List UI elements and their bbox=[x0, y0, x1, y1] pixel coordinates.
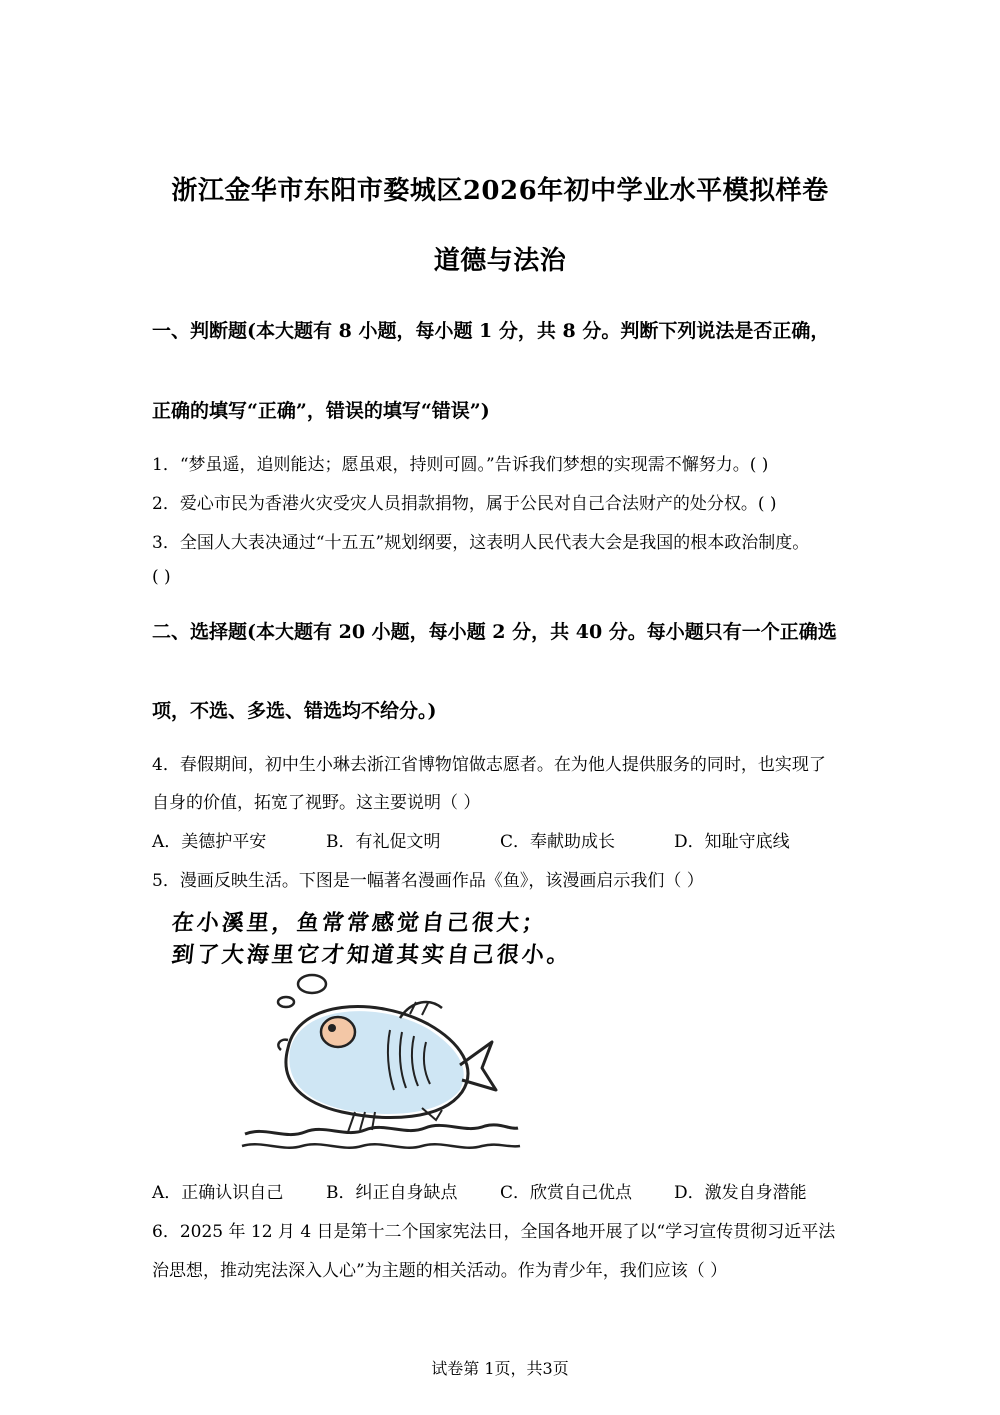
comic-caption-line-1: 在小溪里，鱼常常感觉自己很大； bbox=[170, 911, 549, 936]
page-title: 浙江金华市东阳市婺城区2026年初中学业水平模拟样卷 bbox=[171, 176, 829, 206]
section-1-heading-line-2: 正确的填写“正确”，错误的填写“错误”) bbox=[152, 400, 490, 422]
option-b: B．有礼促文明 bbox=[326, 832, 441, 852]
option-c: C．欣赏自己优点 bbox=[500, 1183, 633, 1203]
option-d: D．知耻守底线 bbox=[674, 832, 790, 852]
fish-drawing bbox=[160, 900, 580, 1160]
question-3-line-2: ( ) bbox=[152, 567, 171, 587]
section-2-heading-line-2: 项，不选、多选、错选均不给分。) bbox=[152, 700, 437, 722]
comic-caption-line-2: 到了大海里它才知道其实自己很小。 bbox=[170, 943, 574, 968]
question-4-line-2: 自身的价值，拓宽了视野。这主要说明（ ） bbox=[152, 793, 481, 813]
page-footer: 试卷第 1页，共3页 bbox=[431, 1359, 569, 1378]
option-b: B．纠正自身缺点 bbox=[326, 1183, 458, 1203]
question-3-line-1: 3．全国人大表决通过“十五五”规划纲要，这表明人民代表大会是我国的根本政治制度。 bbox=[152, 533, 810, 553]
option-d: D．激发自身潜能 bbox=[674, 1183, 807, 1203]
section-1-heading-line-1: 一、判断题(本大题有 8 小题，每小题 1 分，共 8 分。判断下列说法是否正确， bbox=[152, 320, 830, 342]
option-a: A．美德护平安 bbox=[152, 832, 267, 852]
question-1: 1．“梦虽遥，追则能达；愿虽艰，持则可圆。”告诉我们梦想的实现需不懈努力。( ) bbox=[152, 455, 769, 475]
section-2-heading-line-1: 二、选择题(本大题有 20 小题，每小题 2 分，共 40 分。每小题只有一个正确选 bbox=[152, 621, 837, 643]
question-4-line-1: 4．春假期间，初中生小琳去浙江省博物馆做志愿者。在为他人提供服务的同时，也实现了 bbox=[152, 755, 826, 775]
page-subtitle: 道德与法治 bbox=[433, 246, 567, 276]
option-c: C．奉献助成长 bbox=[500, 832, 616, 852]
fish-comic bbox=[160, 900, 580, 1160]
question-5-stem: 5．漫画反映生活。下图是一幅著名漫画作品《鱼》，该漫画启示我们（ ） bbox=[152, 871, 704, 891]
question-2: 2．爱心市民为香港火灾受灾人员捐款捐物，属于公民对自己合法财产的处分权。( ) bbox=[152, 494, 777, 514]
question-6-line-1: 6．2025 年 12 月 4 日是第十二个国家宪法日，全国各地开展了以“学习宣传贯彻习近平法 bbox=[152, 1222, 836, 1242]
option-a: A．正确认识自己 bbox=[152, 1183, 284, 1203]
question-6-line-2: 治思想，推动宪法深入人心”为主题的相关活动。作为青少年，我们应该（ ） bbox=[152, 1261, 728, 1281]
